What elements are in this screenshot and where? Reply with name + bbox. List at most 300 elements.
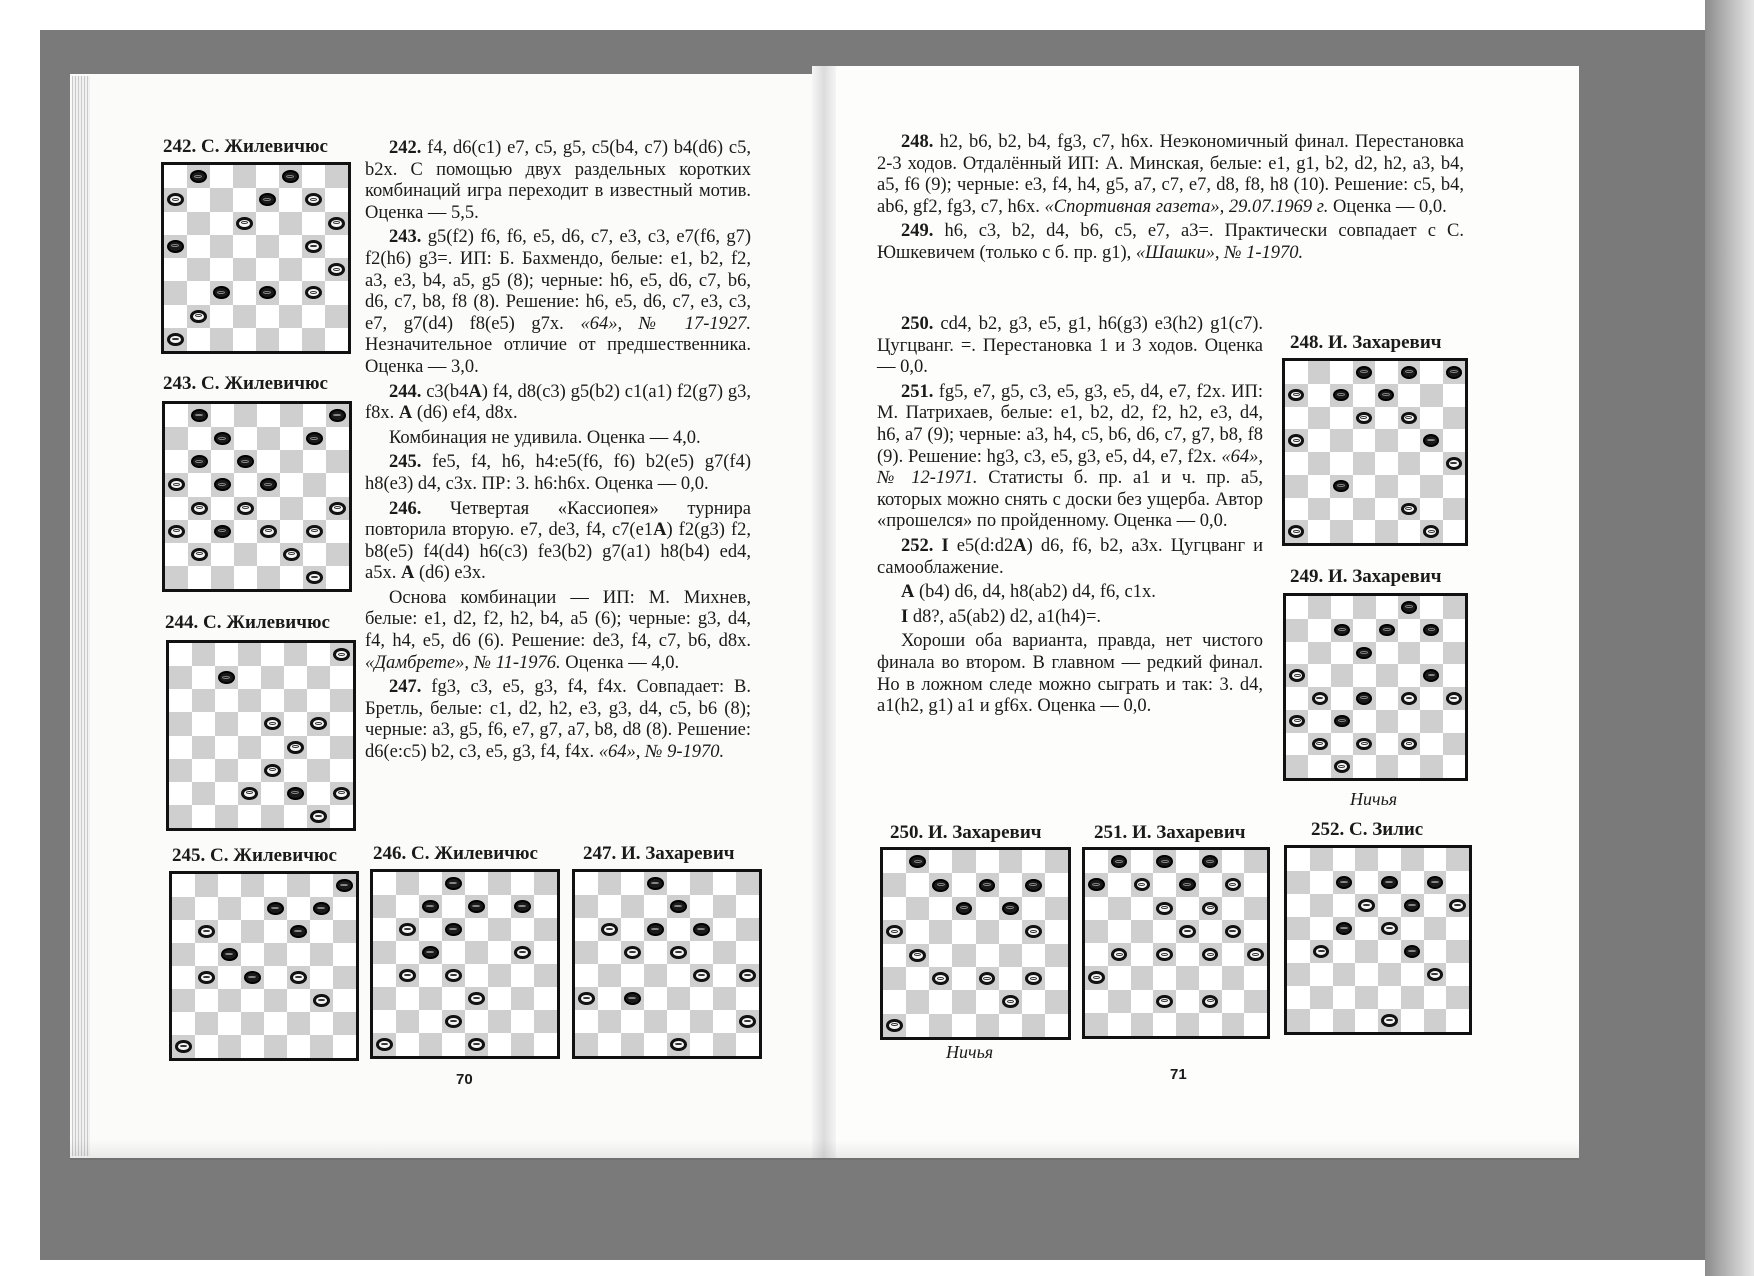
board-square (279, 165, 302, 188)
board-square (575, 895, 598, 918)
board-square (164, 258, 187, 281)
board-square (284, 782, 307, 805)
board-square (218, 989, 241, 1012)
board-square (1443, 619, 1465, 642)
board-square (1131, 966, 1154, 989)
board-square (1131, 850, 1154, 873)
board-square (976, 1014, 999, 1037)
board-square (169, 805, 192, 828)
board-square (1153, 1013, 1176, 1036)
board-square (302, 188, 325, 211)
board-square (302, 258, 325, 281)
white-checker-piece (168, 525, 185, 538)
board-square (234, 404, 257, 427)
board-square (188, 520, 211, 543)
board-square (1446, 940, 1469, 963)
board-square (280, 404, 303, 427)
board-square (929, 1014, 952, 1037)
board-square (195, 874, 218, 897)
board-square (284, 689, 307, 712)
board-square (1022, 920, 1045, 943)
board-square (164, 235, 187, 258)
board-square (1222, 943, 1245, 966)
board-square (1244, 1013, 1267, 1036)
board-square (234, 450, 257, 473)
solutions-text-left (365, 138, 751, 767)
scanner-edge (1705, 0, 1754, 1276)
diagram-title: 246. С. Жилевичюс (373, 843, 538, 864)
board-square (1153, 920, 1176, 943)
board-square (307, 736, 330, 759)
board-square (1222, 920, 1245, 943)
board-square (307, 643, 330, 666)
white-checker-piece (1002, 995, 1019, 1008)
board-square (1398, 733, 1420, 756)
board-square (1443, 755, 1465, 778)
board-square (310, 1012, 333, 1035)
solution-paragraph: 243. g5(f2) f6, f6, e5, d6, c7, e3, c3, e7(f6, g7) f2(h6) g3=. ИП: Б. Бахмендо, белые: e1, b2, f2, a3, e3, b4, a5, g5 (8); черные: h6, e5, d6, c7, b6, d6, c7, b8, f8 (8). Решение: h6, e5, d6, c7, e3, c3, e7, g7(d4) f8(e5) g7x. «64», № 17-1927. Незначительное отличие от предшественника. Оценка — 3,0. (365, 227, 752, 377)
board-square (906, 990, 929, 1013)
board-square (1353, 733, 1375, 756)
white-checker-piece (1446, 692, 1462, 705)
board-square (1330, 498, 1353, 521)
board-square (234, 566, 257, 589)
board-square (1443, 498, 1466, 521)
black-checker-piece (693, 923, 710, 936)
white-checker-piece (1381, 1014, 1397, 1027)
board-square (264, 874, 287, 897)
board-square (1420, 664, 1442, 687)
white-checker-piece (1202, 948, 1218, 961)
board-square (1176, 1013, 1199, 1036)
board-square (373, 987, 396, 1010)
board-square (1108, 897, 1131, 920)
board-square (192, 759, 215, 782)
board-square (1308, 642, 1330, 665)
board-square (1398, 619, 1420, 642)
board-square (1333, 963, 1356, 986)
board-square (1376, 710, 1398, 733)
white-checker-piece (1401, 692, 1417, 705)
board-square (511, 941, 534, 964)
board-square (238, 736, 261, 759)
board-square (999, 873, 1022, 896)
board-square (1244, 943, 1267, 966)
board-square (1330, 384, 1353, 407)
board-square (1045, 897, 1068, 920)
board-square (690, 918, 713, 941)
board-square (1199, 1013, 1222, 1036)
board-square (284, 805, 307, 828)
board-square (575, 918, 598, 941)
board-square (264, 1012, 287, 1035)
board-square (333, 920, 356, 943)
board-square (1244, 897, 1267, 920)
board-square (1308, 755, 1330, 778)
board-square (195, 966, 218, 989)
board-square (1286, 733, 1308, 756)
board-square (1353, 520, 1376, 543)
board-square (215, 666, 238, 689)
board-square (280, 520, 303, 543)
board-square (1375, 520, 1398, 543)
board-square (302, 212, 325, 235)
board-square (1176, 990, 1199, 1013)
board-square (303, 427, 326, 450)
black-checker-piece (259, 286, 276, 299)
board-square (330, 712, 353, 735)
board-square (188, 566, 211, 589)
board-square (256, 305, 279, 328)
board-square (326, 473, 349, 496)
board-square (1176, 943, 1199, 966)
board-square (1401, 1009, 1424, 1032)
black-checker-piece (1334, 715, 1350, 728)
board-square (256, 328, 279, 351)
board-square (195, 943, 218, 966)
black-checker-piece (1401, 601, 1417, 614)
board-square (210, 188, 233, 211)
board-square (257, 450, 280, 473)
board-square (1308, 429, 1331, 452)
board-square (465, 895, 488, 918)
white-checker-piece (1312, 692, 1328, 705)
white-checker-piece (191, 502, 208, 515)
white-checker-piece (1401, 738, 1417, 751)
white-checker-piece (739, 969, 756, 982)
board-square (1398, 407, 1421, 430)
board-square (1443, 384, 1466, 407)
board-square (690, 941, 713, 964)
white-checker-piece (167, 193, 184, 206)
black-checker-piece (1404, 899, 1420, 912)
board-square (1085, 850, 1108, 873)
board-square (1310, 1009, 1333, 1032)
white-checker-piece (468, 1038, 485, 1051)
board-square (256, 281, 279, 304)
board-square (1222, 850, 1245, 873)
board-square (325, 235, 348, 258)
board-square (1398, 384, 1421, 407)
board-square (325, 328, 348, 351)
board-square (511, 987, 534, 1010)
board-square (1353, 361, 1376, 384)
checkers-board (169, 871, 359, 1061)
black-checker-piece (1025, 879, 1042, 892)
board-square (1355, 963, 1378, 986)
board-square (1310, 986, 1333, 1009)
board-square (257, 566, 280, 589)
board-square (325, 165, 348, 188)
board-square (1353, 498, 1376, 521)
board-square (1045, 920, 1068, 943)
board-square (303, 566, 326, 589)
board-square (1310, 940, 1333, 963)
board-square (1287, 963, 1310, 986)
board-square (644, 964, 667, 987)
board-square (1308, 596, 1330, 619)
board-square (488, 1010, 511, 1033)
board-square (1401, 871, 1424, 894)
white-checker-piece (1446, 457, 1462, 470)
white-checker-piece (328, 263, 345, 276)
board-square (511, 964, 534, 987)
board-square (280, 543, 303, 566)
board-square (169, 666, 192, 689)
board-square (575, 1033, 598, 1056)
board-square (598, 1033, 621, 1056)
board-square (1331, 642, 1353, 665)
white-checker-piece (190, 310, 207, 323)
board-square (241, 897, 264, 920)
board-square (1378, 871, 1401, 894)
board-square (169, 736, 192, 759)
board-square (1424, 894, 1447, 917)
board-square (195, 920, 218, 943)
solution-paragraph: 248. h2, b6, b2, b4, fg3, c7, h6x. Неэкономичный финал. Перестановка 2-3 ходов. Отдалённый ИП: А. Минская, белые: e1, g1, b2, d2, h2, a3, b4, a5, f6 (9); черные: e3, f4, h4, g5, a7, c7, e7, d8, f8, h8 (10). Решение: c5, b4, ab6, gf2, fg3, c7, h6x. «Спортивная газета», 29.07.1969 г. Оценка — 0,0. (877, 132, 1464, 217)
board-square (1446, 848, 1469, 871)
board-square (976, 944, 999, 967)
board-square (188, 473, 211, 496)
board-square (999, 990, 1022, 1013)
board-square (598, 895, 621, 918)
board-square (999, 850, 1022, 873)
black-checker-piece (1423, 434, 1439, 447)
board-square (1443, 407, 1466, 430)
board-square (736, 872, 759, 895)
white-checker-piece (468, 992, 485, 1005)
board-square (1310, 894, 1333, 917)
board-square (1085, 990, 1108, 1013)
board-square (1153, 873, 1176, 896)
black-checker-piece (290, 925, 307, 938)
white-checker-piece (333, 648, 350, 661)
board-square (1378, 1009, 1401, 1032)
board-square (165, 543, 188, 566)
board-square (1443, 710, 1465, 733)
white-checker-piece (1358, 899, 1374, 912)
board-square (241, 1012, 264, 1035)
board-square (1443, 596, 1465, 619)
board-square (1398, 687, 1420, 710)
white-checker-piece (445, 1015, 462, 1028)
board-square (303, 473, 326, 496)
board-square (210, 305, 233, 328)
board-square (280, 427, 303, 450)
board-square (1424, 917, 1447, 940)
board-square (1222, 966, 1245, 989)
board-square (233, 235, 256, 258)
board-square (534, 1010, 557, 1033)
board-square (287, 874, 310, 897)
board-square (1286, 664, 1308, 687)
board-square (188, 497, 211, 520)
board-square (488, 964, 511, 987)
board-square (952, 944, 975, 967)
board-square (1085, 873, 1108, 896)
board-square (883, 850, 906, 873)
board-square (1045, 990, 1068, 1013)
black-checker-piece (514, 900, 531, 913)
board-square (1286, 596, 1308, 619)
board-square (169, 689, 192, 712)
board-square (488, 987, 511, 1010)
board-square (188, 543, 211, 566)
white-checker-piece (693, 969, 710, 982)
black-checker-piece (1334, 624, 1350, 637)
board-square (303, 520, 326, 543)
board-square (1199, 850, 1222, 873)
board-square (1308, 619, 1330, 642)
board-square (218, 897, 241, 920)
black-checker-piece (313, 902, 330, 915)
board-square (1287, 917, 1310, 940)
board-square (534, 872, 557, 895)
black-checker-piece (445, 877, 462, 890)
white-checker-piece (1225, 878, 1241, 891)
board-square (713, 941, 736, 964)
white-checker-piece (310, 810, 327, 823)
board-square (164, 165, 187, 188)
solutions-text-right-top (877, 132, 1464, 268)
white-checker-piece (1356, 738, 1372, 751)
black-checker-piece (647, 923, 664, 936)
board-square (172, 1035, 195, 1058)
white-checker-piece (305, 193, 322, 206)
board-square (419, 987, 442, 1010)
board-square (952, 967, 975, 990)
board-square (736, 918, 759, 941)
board-square (621, 895, 644, 918)
board-square (396, 941, 419, 964)
board-square (1131, 1013, 1154, 1036)
white-checker-piece (198, 925, 215, 938)
board-square (929, 920, 952, 943)
board-square (1244, 966, 1267, 989)
checkers-board (1284, 845, 1472, 1035)
white-checker-piece (313, 994, 330, 1007)
board-square (667, 918, 690, 941)
board-square (1287, 848, 1310, 871)
board-square (187, 165, 210, 188)
board-square (929, 944, 952, 967)
black-checker-piece (1333, 389, 1349, 402)
white-checker-piece (264, 717, 281, 730)
board-square (1424, 940, 1447, 963)
board-square (1443, 664, 1465, 687)
board-square (333, 943, 356, 966)
board-square (172, 897, 195, 920)
white-checker-piece (328, 217, 345, 230)
black-checker-piece (1179, 878, 1195, 891)
board-square (165, 520, 188, 543)
board-square (488, 1033, 511, 1056)
checkers-board (162, 401, 352, 592)
board-square (211, 543, 234, 566)
board-square (1286, 687, 1308, 710)
board-square (234, 543, 257, 566)
board-square (1310, 917, 1333, 940)
board-square (465, 1010, 488, 1033)
board-square (1287, 940, 1310, 963)
board-square (172, 989, 195, 1012)
board-square (215, 712, 238, 735)
board-square (233, 305, 256, 328)
board-square (952, 990, 975, 1013)
board-square (1446, 1009, 1469, 1032)
board-square (1244, 873, 1267, 896)
board-square (192, 689, 215, 712)
board-square (1443, 429, 1466, 452)
board-square (713, 918, 736, 941)
board-square (1308, 361, 1331, 384)
white-checker-piece (1423, 525, 1439, 538)
white-checker-piece (310, 717, 327, 730)
board-square (234, 497, 257, 520)
board-square (310, 943, 333, 966)
board-square (1376, 664, 1398, 687)
solution-paragraph: A (b4) d6, d4, h8(ab2) d4, f6, c1x. (901, 582, 1156, 603)
board-square (667, 1010, 690, 1033)
board-square (644, 1010, 667, 1033)
board-square (218, 920, 241, 943)
board-square (257, 473, 280, 496)
board-square (1353, 642, 1375, 665)
board-square (302, 328, 325, 351)
board-square (233, 165, 256, 188)
board-square (261, 666, 284, 689)
board-square (883, 944, 906, 967)
diagram-title: 245. С. Жилевичюс (172, 845, 337, 866)
white-checker-piece (191, 548, 208, 561)
board-square (241, 1035, 264, 1058)
board-square (1176, 873, 1199, 896)
board-square (713, 1033, 736, 1056)
board-square (373, 964, 396, 987)
white-checker-piece (1289, 669, 1305, 682)
board-square (1199, 966, 1222, 989)
board-square (211, 427, 234, 450)
board-square (165, 450, 188, 473)
board-square (264, 989, 287, 1012)
board-square (373, 872, 396, 895)
board-square (1398, 596, 1420, 619)
black-checker-piece (647, 877, 664, 890)
board-square (215, 782, 238, 805)
board-square (1244, 850, 1267, 873)
board-square (1401, 894, 1424, 917)
white-checker-piece (241, 787, 258, 800)
board-square (287, 1012, 310, 1035)
black-checker-piece (1156, 855, 1172, 868)
board-square (333, 897, 356, 920)
white-checker-piece (1334, 760, 1350, 773)
board-square (644, 872, 667, 895)
board-square (330, 643, 353, 666)
board-square (644, 941, 667, 964)
board-square (261, 712, 284, 735)
board-square (1353, 429, 1376, 452)
board-square (165, 427, 188, 450)
black-checker-piece (1336, 922, 1352, 935)
board-square (419, 872, 442, 895)
board-square (256, 258, 279, 281)
checkers-board (161, 162, 351, 354)
white-checker-piece (1288, 434, 1304, 447)
white-checker-piece (306, 525, 323, 538)
board-square (1443, 687, 1465, 710)
solution-paragraph: Комбинация не удивила. Оценка — 4,0. (389, 427, 701, 448)
